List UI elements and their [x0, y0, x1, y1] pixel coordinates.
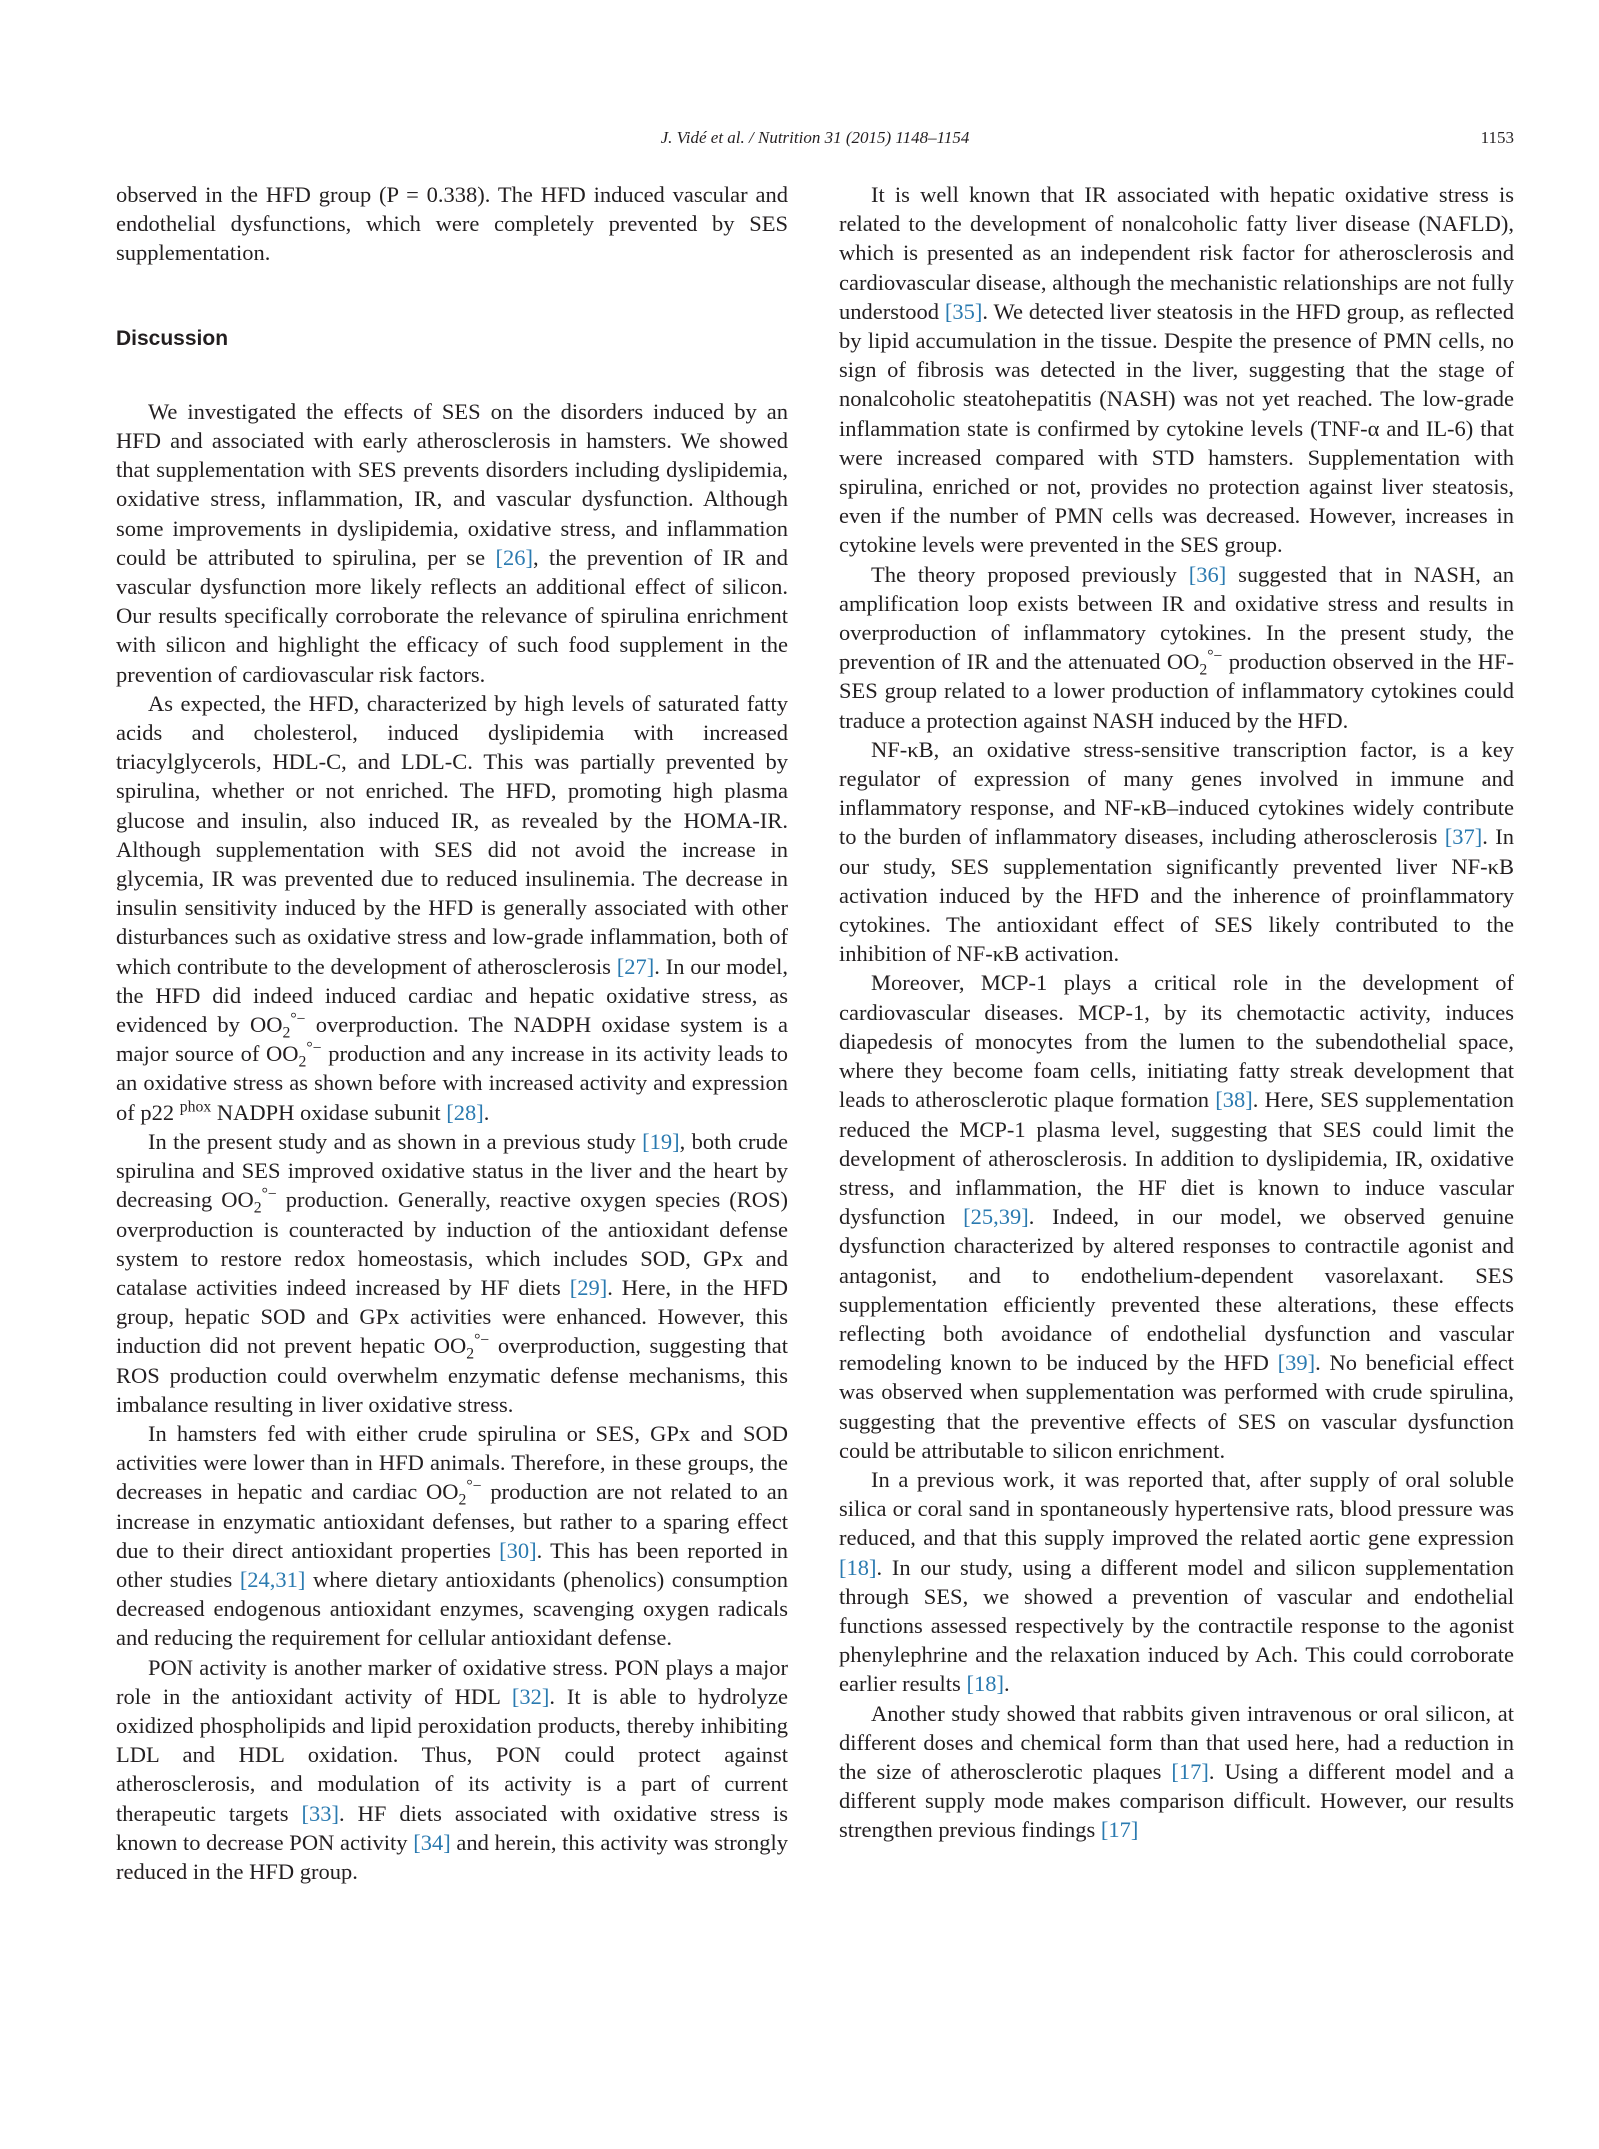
citation-link[interactable]: [30] [499, 1537, 537, 1563]
citation-link[interactable]: [18] [839, 1554, 877, 1580]
superoxide-symbol: O [442, 1479, 459, 1505]
paragraph: In the present study and as shown in a previous study [19], both crude spirulina and SES improved oxidative status in the liver and the heart by decreasing $OO_2^{^\circ-}$ production. Generally, reactive oxygen species (ROS) overproduction is counteracted by induction of the antioxidant defense system to restore redox homeostasis, which includes SOD, GPx and catalase activities indeed increased by HF diets [29]. Here, in the HFD group, hepatic SOD and GPx activities were enhanced. However, this induction did not prevent hepatic $OO_2^{^\circ-}$ overproduction, suggesting that ROS production could overwhelm enzymatic defense mechanisms, this imbalance resulting in liver oxidative stress. [116, 1128, 789, 1417]
superoxide-symbol: O [1183, 649, 1200, 675]
superoxide-symbol: O [266, 1012, 283, 1038]
paragraph: PON activity is another marker of oxidative stress. PON plays a major role in the antioxidant activity of HDL [32]. It is able to hydrolyze oxidized phospholipids and lipid peroxidation products, thereby inhibiting LDL and HDL oxidation. Thus, PON could protect against atherosclerosis, and modulation of its activity is a part of current therapeutic targets [33]. HF diets associated with oxidative stress is known to decrease PON activity [34] and herein, this activity was strongly reduced in the HFD group. [116, 1654, 789, 1884]
citation-link[interactable]: [17] [1171, 1758, 1209, 1784]
citation-link[interactable]: [17] [1100, 1817, 1139, 1843]
running-header [116, 128, 1514, 154]
paragraph: Another study showed that rabbits given intravenous or oral silicon, at different doses and chemical form than that used here, had a reduction in the size of atherosclerotic plaques [17]. Using a different model and a different supply mode makes comparison difficult. However, our results strengthen previous findings [17] [839, 1700, 1514, 1843]
paragraph: We investigated the effects of SES on the disorders induced by an HFD and associated with early atherosclerosis in hamsters. We showed that supplementation with SES prevents disorders including dyslipidemia, oxidative stress, inflammation, IR, and vascular dysfunction. Although some improvements in dyslipidemia, oxidative stress, and inflammation could be attributed to spirulina, per se [26], the prevention of IR and vascular dysfunction more likely reflects an additional effect of silicon. Our results specifically corroborate the relevance of spirulina enrichment with silicon and highlight the efficacy of such food supplement in the prevention of cardiovascular risk factors. [116, 398, 788, 687]
paragraph-results-end: observed in the HFD group (P = 0.338). The HFD induced vascular and endothelial dysfunctions, which were completely prevented by SES supplementation. [116, 182, 788, 266]
citation-link[interactable]: [25,39] [963, 1204, 1029, 1230]
citation-link[interactable]: [35] [944, 298, 983, 324]
paragraph: The theory proposed previously [36] suggested that in NASH, an amplification loop exists between IR and oxidative stress and results in overproduction of inflammatory cytokines. In the present study, the prevention of IR and the attenuated $OO_2^{^\circ-}$ production observed in the HF-SES group related to a lower production of inflammatory cytokines could traduce a protection against NASH induced by the HFD. [839, 561, 1515, 733]
citation-link[interactable]: [27] [616, 953, 655, 979]
page-number: 1153 [1480, 128, 1514, 147]
paragraph: In hamsters fed with either crude spirulina or SES, GPx and SOD activities were lower than in HFD animals. Therefore, in these groups, the decreases in hepatic and cardiac $OO_2^{^\circ-}$ production are not related to an increase in enzymatic antioxidant defenses, but rather to a sparing effect due to their direct antioxidant properties [30]. This has been reported in other studies [24,31] where dietary antioxidants (phenolics) consumption decreased endogenous antioxidant enzymes, scavenging oxygen radicals and reducing the requirement for cellular antioxidant defense. [116, 1420, 788, 1651]
superoxide-symbol: O [282, 1041, 299, 1067]
citation-link[interactable]: [38] [1215, 1087, 1253, 1113]
left-column [116, 180, 788, 1886]
citation-link[interactable]: [18] [966, 1671, 1004, 1697]
paragraph: Moreover, MCP-1 plays a critical role in the development of cardiovascular diseases. MCP-1, by its chemotactic activity, induces diapedesis of monocytes from the lumen to the subendothelial space, where they become foam cells, initiating fatty streak development that leads to atherosclerotic plaque formation [38]. Here, SES supplementation reduced the MCP-1 plasma level, suggesting that SES could limit the development of atherosclerosis. In addition to dyslipidemia, IR, oxidative stress, and inflammation, the HF diet is known to induce vascular dysfunction [25,39]. Indeed, in our model, we observed genuine dysfunction characterized by altered responses to contractile agonist and antagonist, and to endothelium-dependent vasorelaxant. SES supplementation efficiently prevented these alterations, these effects reflecting both avoidance of endothelial dysfunction and vascular remodeling known to be induced by the HFD [39]. No beneficial effect was observed when supplementation was performed with crude spirulina, suggesting that the preventive effects of SES on vascular dysfunction could be attributable to silicon enrichment. [839, 970, 1514, 1463]
citation-link[interactable]: [36] [1188, 561, 1227, 587]
citation-link[interactable]: [33] [301, 1800, 339, 1826]
citation-link[interactable]: [24,31] [239, 1566, 306, 1592]
citation-link[interactable]: [19] [642, 1128, 680, 1154]
paragraph: NF-κB, an oxidative stress-sensitive transcription factor, is a key regulator of expression of many genes involved in immune and inflammatory response, and NF-κB–induced cytokines widely contribute to the burden of inflammatory diseases, including atherosclerosis [37]. In our study, SES supplementation significantly prevented liver NF-κB activation induced by the HFD and the inherence of proinflammatory cytokines. The antioxidant effect of SES likely contributed to the inhibition of NF-κB activation. [839, 736, 1514, 967]
citation-link[interactable]: [34] [413, 1829, 451, 1855]
paragraph: It is well known that IR associated with hepatic oxidative stress is related to the development of nonalcoholic fatty liver disease (NAFLD), which is presented as an independent risk factor for atherosclerosis and cardiovascular disease, although the mechanistic relationships are not fully understood [35]. We detected liver steatosis in the HFD group, as reflected by lipid accumulation in the tissue. Despite the presence of PMN cells, no sign of fibrosis was detected in the liver, suggesting that the stage of nonalcoholic steatohepatitis (NASH) was not yet reached. The low-grade inflammation state is confirmed by cytokine levels (TNF-α and IL-6) that were increased compared with STD hamsters. Supplementation with spirulina, enriched or not, provides no protection against liver steatosis, even if the number of PMN cells was decreased. However, increases in cytokine levels were prevented in the SES group. [839, 182, 1514, 558]
citation-link[interactable]: [28] [446, 1099, 484, 1125]
citation-link[interactable]: [39] [1277, 1350, 1316, 1376]
section-heading-discussion: Discussion [116, 326, 229, 350]
citation-link[interactable]: [37] [1444, 824, 1483, 850]
superoxide-symbol: O [237, 1187, 254, 1213]
citation-link[interactable]: [32] [511, 1683, 550, 1709]
citation-link[interactable]: [29] [569, 1274, 608, 1300]
journal-reference: J. Vidé et al. / Nutrition 31 (2015) 1148–1154 [660, 128, 970, 147]
paragraph: In a previous work, it was reported that, after supply of oral soluble silica or coral sand in spontaneously hypertensive rats, blood pressure was reduced, and that this supply improved the related aortic gene expression [18]. In our study, using a different model and silicon supplementation through SES, we showed a prevention of vascular and endothelial functions assessed respectively by the contractile response to the agonist phenylephrine and the relaxation induced by Ach. This could corroborate earlier results [18]. [839, 1466, 1514, 1697]
right-column [839, 180, 1514, 1845]
paragraph: As expected, the HFD, characterized by high levels of saturated fatty acids and cholesterol, induced dyslipidemia with increased triacylglycerols, HDL-C, and LDL-C. This was partially prevented by spirulina, whether or not enriched. The HFD, promoting high plasma glucose and insulin, also induced IR, as revealed by the HOMA-IR. Although supplementation with SES did not avoid the increase in glycemia, IR was prevented due to reduced insulinemia. The decrease in insulin sensitivity induced by the HFD is generally associated with other disturbances such as oxidative stress and low-grade inflammation, both of which contribute to the development of atherosclerosis [27]. In our model, the HFD did indeed induced cardiac and hepatic oxidative stress, as evidenced by $OO_2^{^\circ-}$ overproduction. The NADPH oxidase system is a major source of $OO_2^{^\circ-}$ production and any increase in its activity leads to an oxidative stress as shown before with increased activity and expression of p22 $^{phox}$ NADPH oxidase subunit [28]. [116, 690, 788, 1125]
citation-link[interactable]: [26] [495, 544, 533, 570]
superoxide-symbol: O [449, 1333, 467, 1359]
